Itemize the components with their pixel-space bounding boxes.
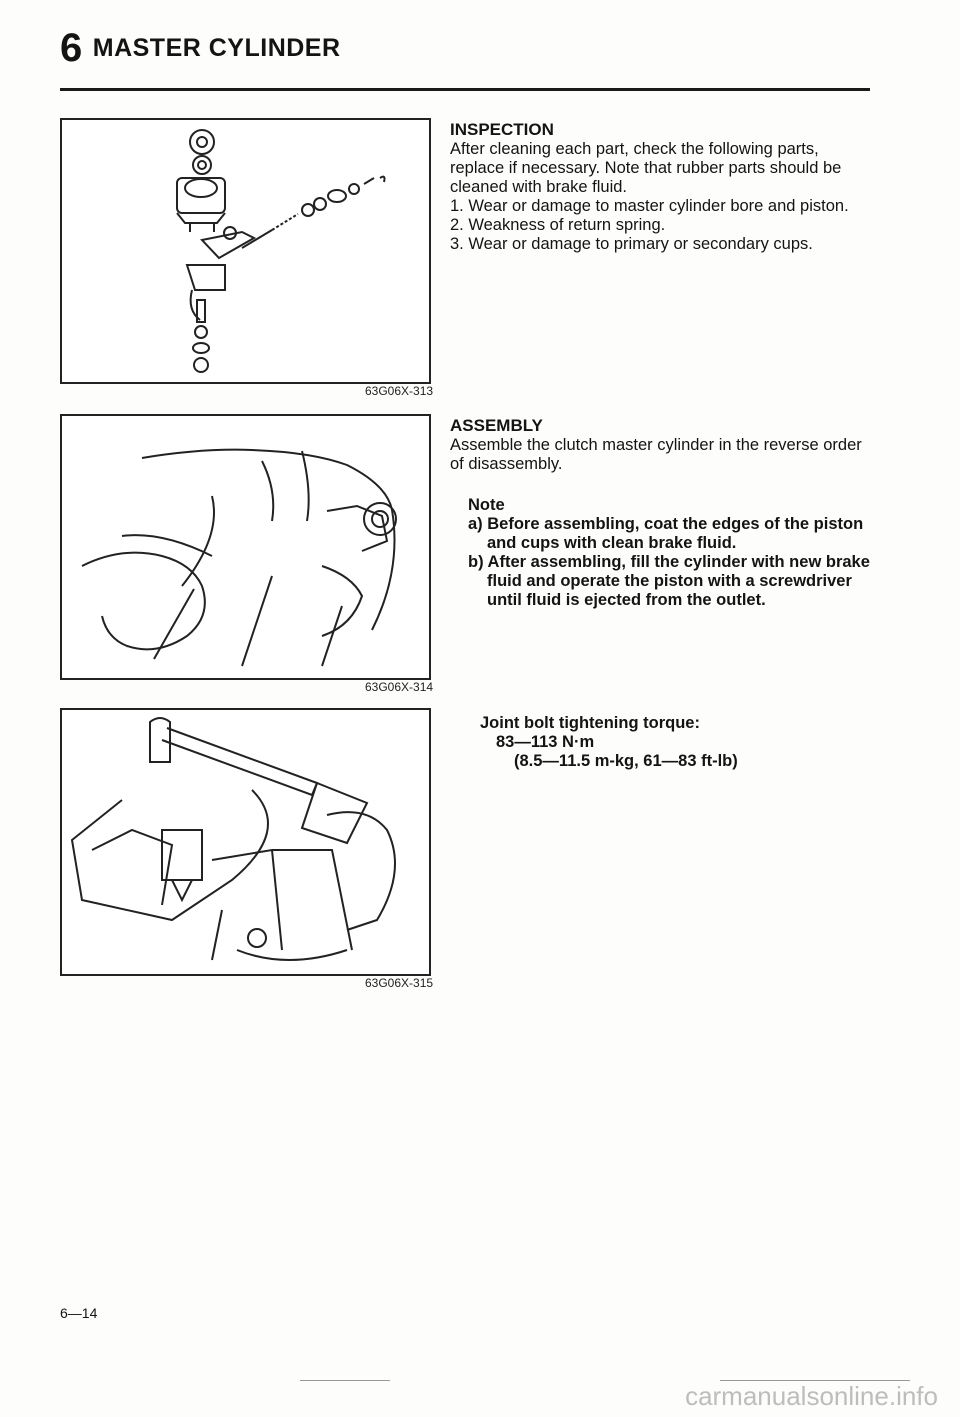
torque-label: Joint bolt tightening torque: xyxy=(480,714,700,732)
figure-code: 63G06X-314 xyxy=(365,680,434,694)
inspection-title: INSPECTION xyxy=(450,120,554,139)
chapter-title: MASTER CYLINDER xyxy=(92,34,341,62)
inspection-section xyxy=(450,120,870,254)
list-item: 3. Wear or damage to primary or secondary cups. xyxy=(450,235,813,253)
note-block xyxy=(468,496,870,610)
figure-cup-install xyxy=(60,414,431,680)
torque-spec xyxy=(480,714,738,771)
watermark: carmanualsonline.info xyxy=(685,1381,938,1411)
figure-torque-wrench xyxy=(60,708,431,976)
chapter-header xyxy=(60,26,341,71)
list-item: 2. Weakness of return spring. xyxy=(450,216,666,234)
note-title: Note xyxy=(468,496,505,514)
note-item: b) After assembling, fill the cylinder with new brake fluid and operate the piston with a screwdriver until fluid is ejected from the outlet. xyxy=(468,553,870,609)
torque-wrench-tightening-joint-bolt-icon xyxy=(62,710,429,974)
assembly-title: ASSEMBLY xyxy=(450,416,543,435)
scan-artifact xyxy=(300,1380,390,1381)
inspection-intro: After cleaning each part, check the following parts, replace if necessary. Note that rubber parts should be cleaned with brake fluid. xyxy=(450,140,842,196)
assembly-section xyxy=(450,416,870,610)
note-item: a) Before assembling, coat the edges of the piston and cups with clean brake fluid. xyxy=(468,515,864,552)
list-item: 1. Wear or damage to master cylinder bore and piston. xyxy=(450,197,849,215)
inspection-list xyxy=(450,197,870,254)
figure-exploded-view xyxy=(60,118,431,384)
figure-code: 63G06X-315 xyxy=(365,976,434,990)
chapter-number: 6 xyxy=(60,26,83,70)
exploded-view-master-cylinder-icon xyxy=(62,120,429,382)
torque-value-alt: (8.5—11.5 m-kg, 61—83 ft-lb) xyxy=(514,752,738,770)
header-rule xyxy=(60,88,870,91)
page-number: 6—14 xyxy=(60,1305,98,1321)
hand-installing-cup-on-piston-icon xyxy=(62,416,429,678)
torque-value-nm: 83—113 N·m xyxy=(496,733,595,751)
figure-code: 63G06X-313 xyxy=(365,384,434,398)
assembly-intro: Assemble the clutch master cylinder in the reverse order of disassembly. xyxy=(450,436,862,473)
